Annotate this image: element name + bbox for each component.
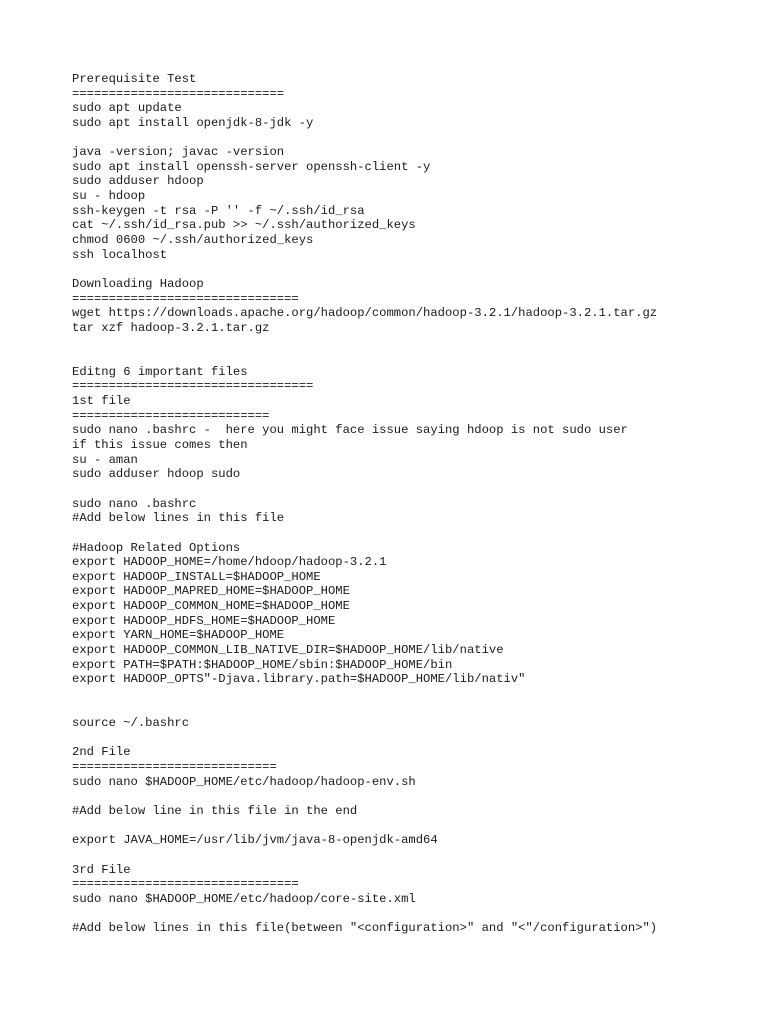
document-line: ssh-keygen -t rsa -P '' -f ~/.ssh/id_rsa [72, 203, 365, 218]
document-line: export PATH=$PATH:$HADOOP_HOME/sbin:$HADOOP_HOME/bin [72, 657, 453, 672]
document-line: java -version; javac -version [72, 145, 285, 160]
document-line: tar xzf hadoop-3.2.1.tar.gz [72, 320, 270, 335]
document-line: if this issue comes then [72, 438, 248, 453]
blank-line [72, 336, 752, 351]
document-line: sudo apt install openssh-server openssh-client -y [72, 159, 431, 174]
document-line: #Hadoop Related Options [72, 540, 241, 555]
document-line: su - hdoop [72, 189, 146, 204]
document-line: sudo nano .bashrc - here you might face issue saying hdoop is not sudo user [72, 423, 628, 438]
document-line: sudo apt install openjdk-8-jdk -y [72, 115, 314, 130]
document-line: Prerequisite Test [72, 72, 197, 86]
blank-line [72, 819, 752, 834]
document-line: #Add below line in this file in the end [72, 804, 358, 819]
document-line: sudo nano $HADOOP_HOME/etc/hadoop/core-site.xml [72, 891, 416, 906]
document-line: export HADOOP_INSTALL=$HADOOP_HOME [72, 569, 321, 584]
document-body [72, 72, 752, 936]
document-line: ssh localhost [72, 247, 168, 262]
document-line: export HADOOP_COMMON_HOME=$HADOOP_HOME [72, 599, 350, 614]
document-line: sudo nano $HADOOP_HOME/etc/hadoop/hadoop-env.sh [72, 774, 416, 789]
document-line: 3rd File [72, 862, 131, 877]
document-line: ============================ [72, 760, 277, 775]
document-line: source ~/.bashrc [72, 716, 190, 731]
document-line: 2nd File [72, 745, 131, 760]
document-line: export YARN_HOME=$HADOOP_HOME [72, 628, 285, 643]
document-line: sudo nano .bashrc [72, 496, 197, 511]
document-line: sudo adduser hdoop sudo [72, 467, 241, 482]
document-line: ============================= [72, 86, 285, 101]
blank-line [72, 482, 752, 497]
document-line: =============================== [72, 877, 299, 892]
document-line: #Add below lines in this file [72, 511, 285, 526]
blank-line [72, 702, 752, 717]
blank-line [72, 526, 752, 541]
document-line: chmod 0600 ~/.ssh/authorized_keys [72, 233, 314, 248]
blank-line [72, 350, 752, 365]
document-line: export HADOOP_COMMON_LIB_NATIVE_DIR=$HADOOP_HOME/lib/native [72, 642, 504, 657]
document-line: ================================= [72, 379, 314, 394]
document-line: sudo apt update [72, 101, 182, 116]
document-line: sudo adduser hdoop [72, 174, 204, 189]
blank-line [72, 848, 752, 863]
document-line: Downloading Hadoop [72, 276, 204, 291]
blank-line [72, 731, 752, 746]
document-line: wget https://downloads.apache.org/hadoop/common/hadoop-3.2.1/hadoop-3.2.1.tar.gz [72, 306, 658, 321]
blank-line [72, 131, 752, 146]
document-line: #Add below lines in this file(between "<configuration>" and "<"/configuration>") [72, 921, 658, 936]
blank-line [72, 262, 752, 277]
document-line: export HADOOP_HDFS_HOME=$HADOOP_HOME [72, 613, 336, 628]
document-line: export HADOOP_HOME=/home/hdoop/hadoop-3.2.1 [72, 555, 387, 570]
document-line: =============================== [72, 291, 299, 306]
blank-line [72, 907, 752, 922]
document-line: su - aman [72, 452, 138, 467]
document-line: 1st file [72, 394, 131, 409]
document-line: export HADOOP_OPTS"-Djava.library.path=$HADOOP_HOME/lib/nativ" [72, 672, 526, 687]
document-line: Editng 6 important files [72, 364, 248, 379]
document-line: =========================== [72, 408, 270, 423]
blank-line [72, 789, 752, 804]
blank-line [72, 687, 752, 702]
document-line: cat ~/.ssh/id_rsa.pub >> ~/.ssh/authorized_keys [72, 218, 416, 233]
document-line: export HADOOP_MAPRED_HOME=$HADOOP_HOME [72, 584, 350, 599]
document-line: export JAVA_HOME=/usr/lib/jvm/java-8-openjdk-amd64 [72, 833, 438, 848]
